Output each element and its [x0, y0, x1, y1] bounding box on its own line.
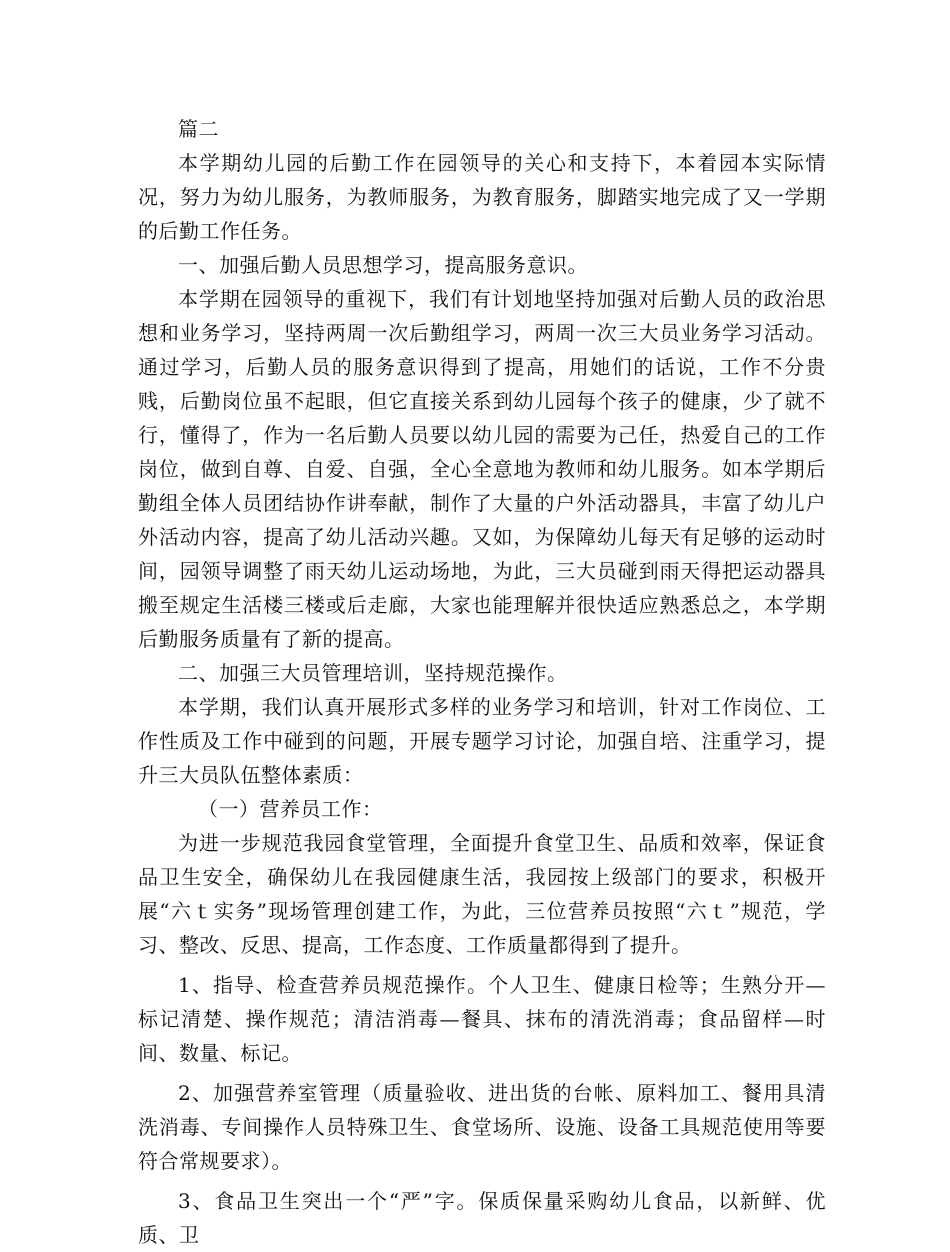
paragraph-intro: 本学期幼儿园的后勤工作在园领导的关心和支持下，本着园本实际情况，努力为幼儿服务，为教师服务，为教育服务，脚踏实地完成了又一学期的后勤工作任务。 [138, 151, 826, 243]
paragraph-study: 本学期在园领导的重视下，我们有计划地坚持加强对后勤人员的政治思想和业务学习，坚持两周一次后勤组学习，两周一次三大员业务学习活动。通过学习，后勤人员的服务意识得到了提高，用她们的话说，工作不分贵贱，后勤岗位虽不起眼，但它直接关系到幼儿园每个孩子的健康，少了就不行，懂得了，作为一名后勤人员要以幼儿园的需要为己任，热爱自己的工作岗位，做到自尊、自爱、自强，全心全意地为教师和幼儿服务。如本学期后勤组全体人员团结协作讲奉献，制作了大量的户外活动器具，丰富了幼儿户外活动内容，提高了幼儿活动兴趣。又如，为保障幼儿每天有足够的运动时间，园领导调整了雨天幼儿运动场地，为此，三大员碰到雨天得把运动器具搬至规定生活楼三楼或后走廊，大家也能理解并很快适应熟悉总之，本学期后勤服务质量有了新的提高。 [138, 287, 826, 651]
paragraph-nutrition: 为进一步规范我园食堂管理，全面提升食堂卫生、品质和效率，保证食品卫生安全，确保幼儿在我园健康生活，我园按上级部门的要求，积极开展“六ｔ实务”现场管理创建工作，为此，三位营养员按照“六ｔ”规范，学习、整改、反思、提高，工作态度、工作质量都得到了提升。 [138, 831, 826, 957]
subsection-title-nutrition: （一）营养员工作： [198, 797, 383, 821]
list-item-1: 1、指导、检查营养员规范操作。个人卫生、健康日检等；生熟分开—标记清楚、操作规范；清洁消毒—餐具、抹布的清洗消毒；食品留样—时间、数量、标记。 [138, 973, 826, 1065]
section-heading: 篇二 [178, 117, 219, 141]
section-title-1: 一、加强后勤人员思想学习，提高服务意识。 [178, 253, 588, 277]
paragraph-training: 本学期，我们认真开展形式多样的业务学习和培训，针对工作岗位、工作性质及工作中碰到的问题，开展专题学习讨论，加强自培、注重学习，提升三大员队伍整体素质： [138, 695, 826, 787]
list-item-3: 3、食品卫生突出一个“严”字。保质保量采购幼儿食品，以新鲜、优质、卫 [138, 1189, 826, 1247]
section-title-2: 二、加强三大员管理培训，坚持规范操作。 [178, 661, 568, 685]
document-body [138, 112, 826, 1252]
list-item-2: 2、加强营养室管理（质量验收、进出货的台帐、原料加工、餐用具清洗消毒、专间操作人员特殊卫生、食堂场所、设施、设备工具规范使用等要符合常规要求）。 [138, 1081, 826, 1173]
